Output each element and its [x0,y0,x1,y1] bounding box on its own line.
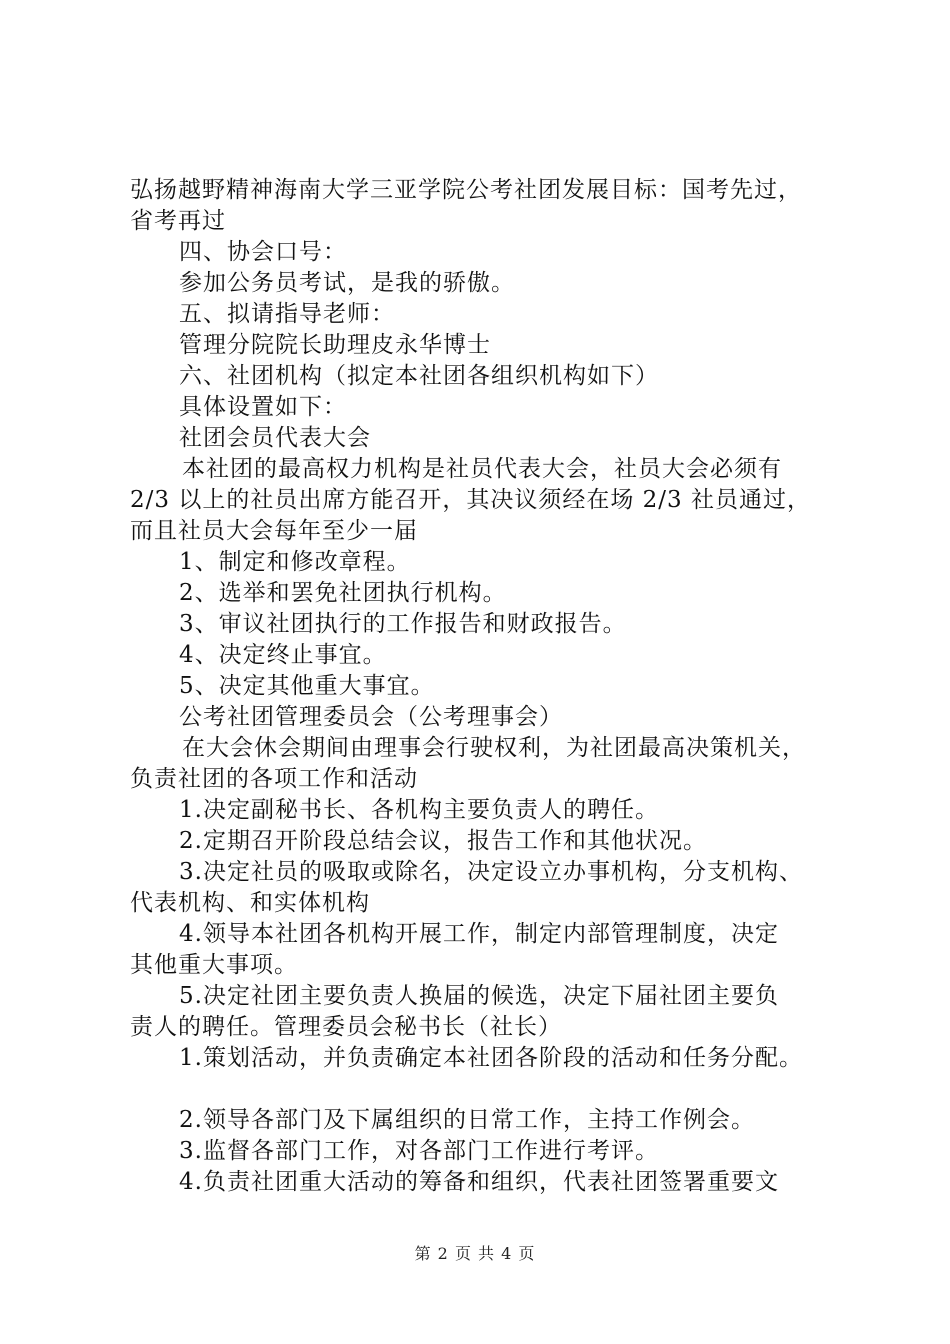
list-item: 2、选举和罢免社团执行机构。 [179,580,507,606]
page-number-footer: 第 2 页 共 4 页 [414,1244,536,1263]
text-line: 具体设置如下： [179,394,347,420]
blank-line [130,1074,830,1105]
list-item: 4.领导本社团各机构开展工作，制定内部管理制度，决定 [179,921,779,947]
list-item: 3.监督各部门工作，对各部门工作进行考评。 [179,1138,659,1164]
text-line: 代表机构、和实体机构 [130,890,370,916]
text-line: 参加公务员考试，是我的骄傲。 [179,270,515,296]
list-item: 5、决定其他重大事宜。 [179,673,435,699]
text-line: 五、拟请指导老师： [179,301,395,327]
text-line: 省考再过 [130,208,226,234]
section-heading: 社团会员代表大会 [179,425,371,451]
list-item: 3.决定社员的吸取或除名，决定设立办事机构，分支机构、 [179,859,803,885]
text-line: 负责社团的各项工作和活动 [130,766,418,792]
text-line: 2/3 以上的社员出席方能召开，其决议须经在场 2/3 社员通过， [130,487,811,513]
text-line: 弘扬越野精神海南大学三亚学院公考社团发展目标：国考先过， [130,177,802,203]
list-item: 1、制定和修改章程。 [179,549,411,575]
section-heading: 公考社团管理委员会（公考理事会） [179,704,563,730]
list-item: 2.定期召开阶段总结会议，报告工作和其他状况。 [179,828,707,854]
text-line: 本社团的最高权力机构是社员代表大会，社员大会必须有 [182,456,782,482]
text-line: 其他重大事项。 [130,952,298,978]
list-item: 4、决定终止事宜。 [179,642,387,668]
list-item: 5.决定社团主要负责人换届的候选，决定下届社团主要负 [179,983,779,1009]
list-item: 1.策划活动，并负责确定本社团各阶段的活动和任务分配。 [179,1045,803,1071]
text-line: 六、社团机构（拟定本社团各组织机构如下） [179,363,659,389]
text-line: 四、协会口号： [179,239,347,265]
list-item: 1.决定副秘书长、各机构主要负责人的聘任。 [179,797,659,823]
text-line: 而且社员大会每年至少一届 [130,518,418,544]
list-item: 2.领导各部门及下属组织的日常工作，主持工作例会。 [179,1107,755,1133]
document-body [130,175,830,1198]
text-line: 责人的聘任。管理委员会秘书长（社长） [130,1014,562,1040]
list-item: 4.负责社团重大活动的筹备和组织，代表社团签署重要文 [179,1169,779,1195]
text-line: 在大会休会期间由理事会行驶权利，为社团最高决策机关， [182,735,806,761]
text-line: 管理分院院长助理皮永华博士 [179,332,491,358]
list-item: 3、审议社团执行的工作报告和财政报告。 [179,611,627,637]
